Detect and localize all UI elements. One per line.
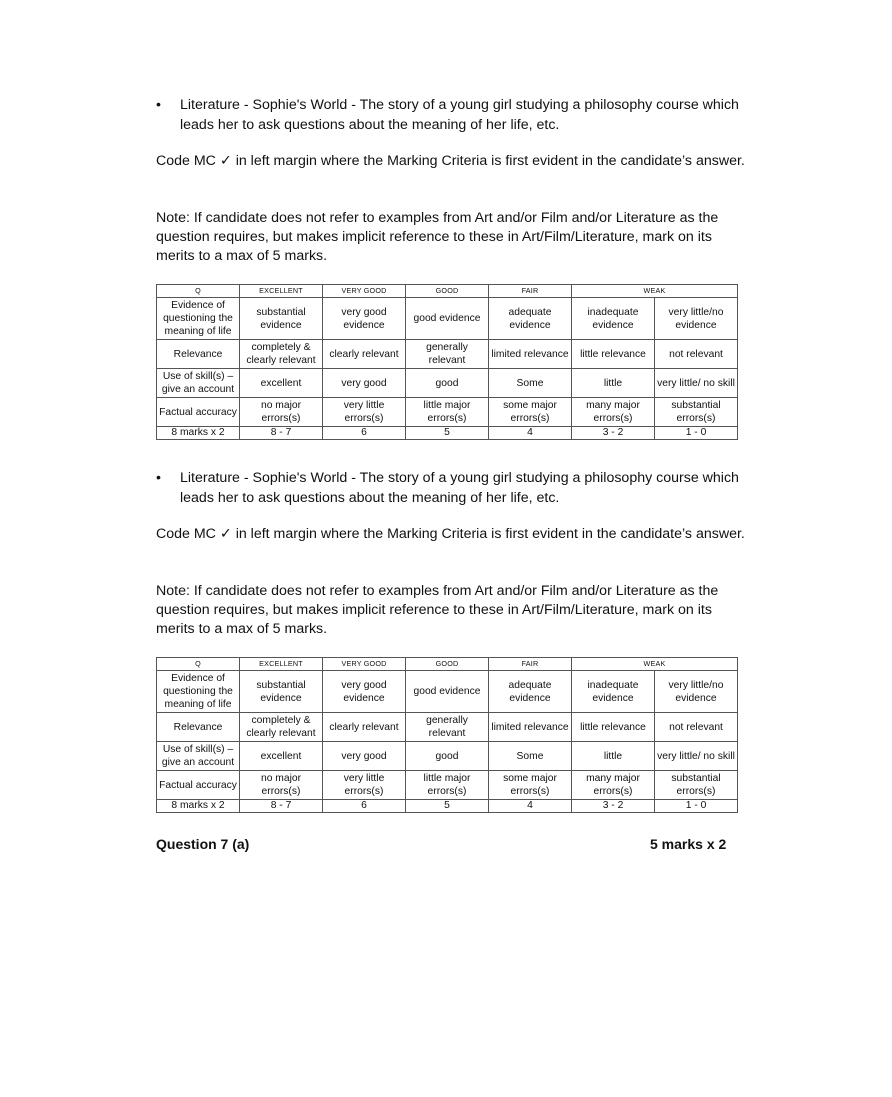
table-cell: little relevance xyxy=(572,340,655,369)
table-cell: excellent xyxy=(240,369,323,398)
table-row xyxy=(157,398,738,427)
table-cell: 1 - 0 xyxy=(655,427,738,440)
table-cell: clearly relevant xyxy=(323,713,406,742)
table-cell: little relevance xyxy=(572,713,655,742)
bullet-icon: • xyxy=(156,470,161,486)
table-cell: completely & clearly relevant xyxy=(240,713,323,742)
header-cell: EXCELLENT xyxy=(240,658,323,671)
table-cell: substantial evidence xyxy=(240,671,323,713)
table-cell: adequate evidence xyxy=(489,298,572,340)
table-cell: Evidence of questioning the meaning of life xyxy=(157,298,240,340)
code-instruction: Code MC ✓ in left margin where the Marking Criteria is first evident in the candidate’s answer. xyxy=(156,153,745,169)
table-cell: 8 - 7 xyxy=(240,800,323,813)
table-row xyxy=(157,713,738,742)
table-cell: very little errors(s) xyxy=(323,398,406,427)
table-cell: very good evidence xyxy=(323,298,406,340)
table-cell: very little/ no skill xyxy=(655,369,738,398)
table-cell: Some xyxy=(489,742,572,771)
table-cell: very little errors(s) xyxy=(323,771,406,800)
table-cell: 4 xyxy=(489,427,572,440)
header-cell: FAIR xyxy=(489,285,572,298)
table-cell: little major errors(s) xyxy=(406,398,489,427)
bullet-text: Literature - Sophie's World - The story of a young girl studying a philosophy course which leads her to ask questions about the meaning of her life, etc. xyxy=(180,97,739,133)
table-cell: not relevant xyxy=(655,713,738,742)
table-cell: clearly relevant xyxy=(323,340,406,369)
table-cell: 1 - 0 xyxy=(655,800,738,813)
table-cell: 8 marks x 2 xyxy=(157,427,240,440)
table-cell: very little/no evidence xyxy=(655,671,738,713)
header-cell: EXCELLENT xyxy=(240,285,323,298)
table-cell: Evidence of questioning the meaning of life xyxy=(157,671,240,713)
table-cell: 8 marks x 2 xyxy=(157,800,240,813)
header-cell: VERY GOOD xyxy=(323,658,406,671)
table-cell: limited relevance xyxy=(489,713,572,742)
table-cell: Factual accuracy xyxy=(157,398,240,427)
table-cell: 3 - 2 xyxy=(572,427,655,440)
table-row xyxy=(157,369,738,398)
marks-label: 5 marks x 2 xyxy=(650,836,727,852)
header-cell: WEAK xyxy=(572,285,738,298)
table-cell: 6 xyxy=(323,800,406,813)
header-cell: WEAK xyxy=(572,658,738,671)
table-row xyxy=(157,671,738,713)
table-cell: many major errors(s) xyxy=(572,771,655,800)
table-cell: 5 xyxy=(406,427,489,440)
table-cell: very good xyxy=(323,369,406,398)
table-cell: good evidence xyxy=(406,298,489,340)
note-paragraph: Note: If candidate does not refer to examples from Art and/or Film and/or Literature as the question requires, but makes implicit reference to these in Art/Film/Literature, mark on its merits to a max of 5 marks. xyxy=(156,583,719,637)
table-header-row xyxy=(157,658,738,671)
table-row xyxy=(157,771,738,800)
table-row xyxy=(157,340,738,369)
note-paragraph: Note: If candidate does not refer to examples from Art and/or Film and/or Literature as the question requires, but makes implicit reference to these in Art/Film/Literature, mark on its merits to a max of 5 marks. xyxy=(156,210,719,264)
table-cell: 6 xyxy=(323,427,406,440)
table-cell: Factual accuracy xyxy=(157,771,240,800)
table-cell: very good evidence xyxy=(323,671,406,713)
table-cell: completely & clearly relevant xyxy=(240,340,323,369)
table-cell: inadequate evidence xyxy=(572,671,655,713)
table-cell: some major errors(s) xyxy=(489,398,572,427)
table-cell: 8 - 7 xyxy=(240,427,323,440)
table-cell: good xyxy=(406,369,489,398)
table-cell: no major errors(s) xyxy=(240,398,323,427)
header-cell: FAIR xyxy=(489,658,572,671)
table-cell: little xyxy=(572,369,655,398)
table-cell: Relevance xyxy=(157,713,240,742)
table-cell: 4 xyxy=(489,800,572,813)
table-cell: very little/ no skill xyxy=(655,742,738,771)
table-cell: many major errors(s) xyxy=(572,398,655,427)
table-cell: inadequate evidence xyxy=(572,298,655,340)
question-label: Question 7 (a) xyxy=(156,836,250,852)
table-cell: substantial errors(s) xyxy=(655,771,738,800)
table-cell: substantial evidence xyxy=(240,298,323,340)
table-cell: some major errors(s) xyxy=(489,771,572,800)
table-cell: Use of skill(s) – give an account xyxy=(157,369,240,398)
table-row xyxy=(157,298,738,340)
table-row xyxy=(157,800,738,813)
header-cell: Q xyxy=(157,285,240,298)
table-cell: generally relevant xyxy=(406,340,489,369)
table-cell: Relevance xyxy=(157,340,240,369)
table-cell: substantial errors(s) xyxy=(655,398,738,427)
table-row xyxy=(157,742,738,771)
table-cell: good xyxy=(406,742,489,771)
table-cell: little major errors(s) xyxy=(406,771,489,800)
table-cell: generally relevant xyxy=(406,713,489,742)
table-cell: adequate evidence xyxy=(489,671,572,713)
table-cell: excellent xyxy=(240,742,323,771)
table-header-row xyxy=(157,285,738,298)
table-cell: not relevant xyxy=(655,340,738,369)
header-cell: Q xyxy=(157,658,240,671)
table-cell: very good xyxy=(323,742,406,771)
table-cell: 5 xyxy=(406,800,489,813)
table-cell: little xyxy=(572,742,655,771)
table-cell: very little/no evidence xyxy=(655,298,738,340)
header-cell: GOOD xyxy=(406,285,489,298)
table-cell: Some xyxy=(489,369,572,398)
table-cell: Use of skill(s) – give an account xyxy=(157,742,240,771)
marking-criteria-table xyxy=(156,657,738,813)
table-cell: 3 - 2 xyxy=(572,800,655,813)
table-cell: limited relevance xyxy=(489,340,572,369)
table-cell: no major errors(s) xyxy=(240,771,323,800)
marking-criteria-table xyxy=(156,284,738,440)
header-cell: GOOD xyxy=(406,658,489,671)
table-row xyxy=(157,427,738,440)
bullet-icon: • xyxy=(156,97,161,113)
code-instruction: Code MC ✓ in left margin where the Marking Criteria is first evident in the candidate’s answer. xyxy=(156,526,745,542)
header-cell: VERY GOOD xyxy=(323,285,406,298)
table-cell: good evidence xyxy=(406,671,489,713)
bullet-text: Literature - Sophie's World - The story of a young girl studying a philosophy course which leads her to ask questions about the meaning of her life, etc. xyxy=(180,470,739,506)
